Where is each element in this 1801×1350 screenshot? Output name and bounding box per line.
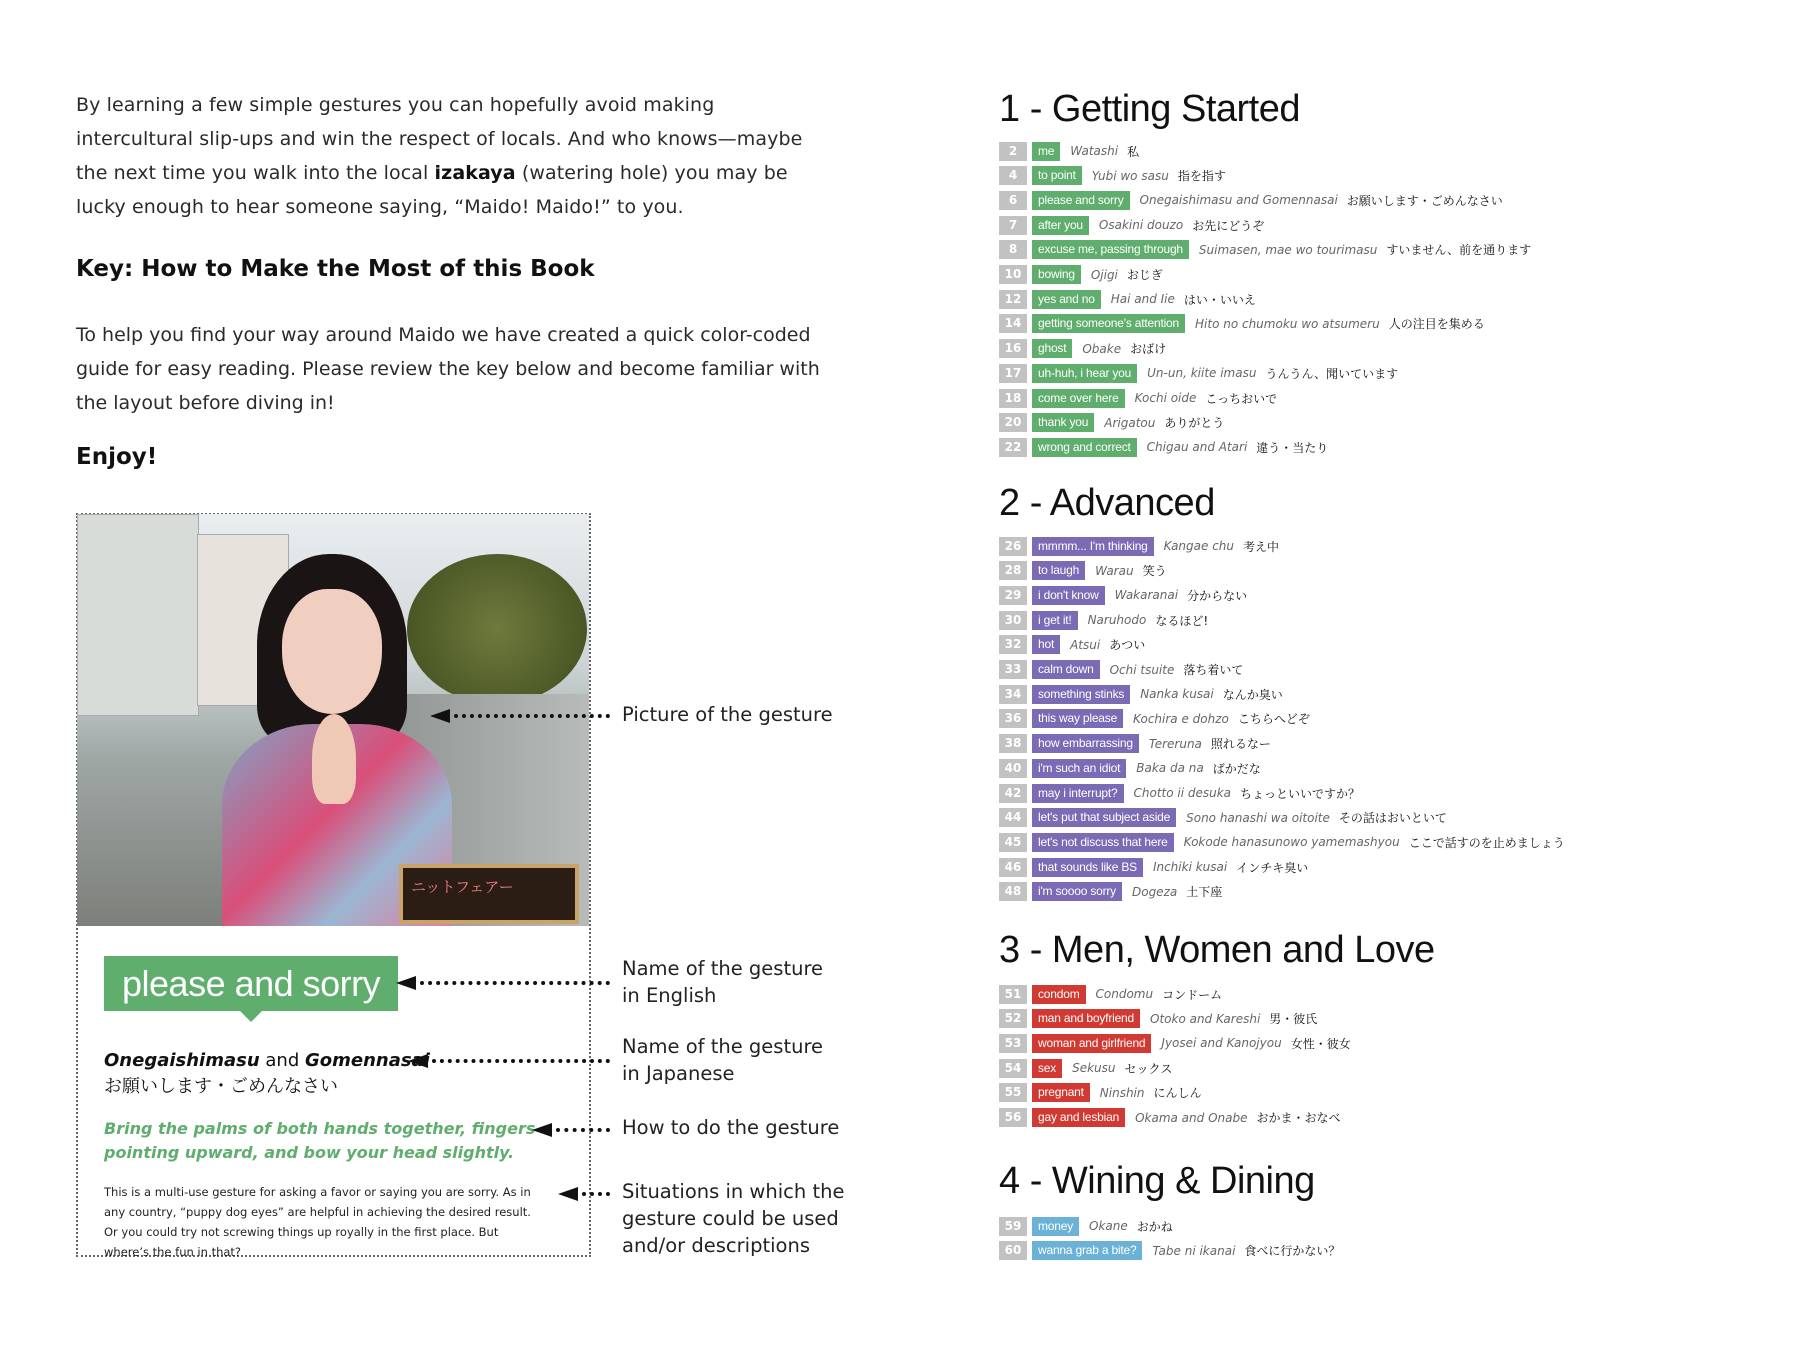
- page-number: 8: [999, 240, 1027, 259]
- page-number: 40: [999, 759, 1027, 778]
- page-number: 54: [999, 1059, 1027, 1078]
- japanese: ちょっといいですか？: [1240, 786, 1361, 801]
- list-item[interactable]: [999, 289, 1256, 309]
- japanese: おじぎ: [1126, 268, 1163, 282]
- legend-line: in Japanese: [622, 1062, 735, 1085]
- romaji: Sono hanashi wa oitoite: [1186, 810, 1330, 825]
- page-number: 4: [999, 166, 1027, 185]
- list-item[interactable]: [999, 190, 1503, 210]
- page-number: 14: [999, 314, 1027, 333]
- romaji: Nanka kusai: [1140, 687, 1214, 702]
- page-number: 6: [999, 191, 1027, 210]
- romaji: Okama and Onabe: [1135, 1110, 1248, 1125]
- gesture-english-name-tag: please and sorry: [104, 956, 398, 1011]
- japanese: あつい: [1109, 638, 1146, 653]
- gesture-tag: may i interrupt?: [1032, 784, 1124, 803]
- list-item[interactable]: [999, 635, 1145, 655]
- romaji: Hai and Iie: [1110, 292, 1175, 307]
- list-item[interactable]: [999, 1033, 1351, 1053]
- intro-text: By learning a few simple gestures you can hopefully avoid making intercultural slip-ups and win the respect of locals. And who knows—maybe the next time you walk into the local: [76, 94, 803, 184]
- arrow-left-icon: [396, 976, 610, 988]
- list-item[interactable]: [999, 339, 1166, 359]
- legend-situations: [622, 1178, 844, 1259]
- romaji: Arigatou: [1104, 415, 1156, 430]
- romaji: Osakini douzo: [1098, 218, 1184, 233]
- list-item[interactable]: [999, 783, 1360, 803]
- intro-bold-term: izakaya: [434, 162, 516, 184]
- japanese: お願いします・ごめんなさい: [1346, 193, 1503, 208]
- list-item[interactable]: [999, 882, 1222, 902]
- japanese: 人の注目を集める: [1388, 317, 1485, 332]
- page-number: 17: [999, 364, 1027, 383]
- legend-how: How to do the gesture: [622, 1116, 840, 1139]
- romaji: Suimasen, mae wo tourimasu: [1198, 242, 1378, 257]
- enjoy-heading: Enjoy!: [76, 444, 158, 470]
- page-number: 46: [999, 858, 1027, 877]
- gesture-tag: to laugh: [1032, 561, 1085, 580]
- romaji: Un-un, kiite imasu: [1147, 366, 1257, 381]
- page-number: 7: [999, 216, 1027, 235]
- romaji: Baka da na: [1136, 761, 1204, 776]
- romaji-1: Onegaishimasu: [104, 1050, 260, 1071]
- japanese: はい・いいえ: [1183, 292, 1256, 307]
- page-number: 45: [999, 833, 1027, 852]
- page-number: 2: [999, 142, 1027, 161]
- arrow-left-icon: [430, 709, 610, 721]
- page-number: 34: [999, 685, 1027, 704]
- list-item[interactable]: [999, 857, 1308, 877]
- japanese: 照れるなー: [1210, 737, 1271, 752]
- gesture-tag: bowing: [1032, 265, 1081, 284]
- legend-picture: Picture of the gesture: [622, 703, 833, 726]
- romaji: Otoko and Kareshi: [1150, 1011, 1261, 1026]
- japanese-script: お願いします・ごめんなさい: [104, 1076, 338, 1097]
- page-number: 16: [999, 339, 1027, 358]
- arrow-left-icon: [408, 1054, 610, 1066]
- romaji: Okane: [1089, 1219, 1128, 1233]
- list-item[interactable]: [999, 984, 1222, 1004]
- page-number: 51: [999, 985, 1027, 1004]
- romaji: Watashi: [1070, 144, 1119, 158]
- romaji: Ojigi: [1090, 267, 1118, 282]
- romaji: Yubi wo sasu: [1091, 168, 1169, 183]
- gesture-tag: how embarrassing: [1032, 734, 1139, 753]
- romaji: Warau: [1095, 563, 1134, 578]
- page-number: 44: [999, 808, 1027, 827]
- romaji: Tereruna: [1148, 736, 1202, 751]
- legend-line: and/or descriptions: [622, 1234, 810, 1257]
- list-item[interactable]: [999, 561, 1167, 581]
- japanese: にんしん: [1153, 1086, 1202, 1101]
- gesture-tag: me: [1032, 142, 1060, 161]
- list-item[interactable]: [999, 734, 1271, 754]
- arrow-left-icon: [532, 1123, 610, 1135]
- list-item[interactable]: [999, 141, 1139, 161]
- japanese: 落ち着いて: [1183, 663, 1244, 677]
- gesture-tag: pregnant: [1032, 1083, 1090, 1102]
- japanese: すいません、前を通ります: [1386, 243, 1532, 258]
- list-item[interactable]: [999, 1083, 1202, 1103]
- intro-text-end: (watering hole) you may be lucky enough to hear someone saying, “Maido! Maido!” to you.: [76, 162, 788, 218]
- gesture-tag: calm down: [1032, 660, 1100, 679]
- gesture-tag: i get it!: [1032, 611, 1078, 630]
- list-item[interactable]: [999, 660, 1243, 680]
- photo-sign: ニットフェアー: [399, 864, 579, 924]
- romaji: Chotto ii desuka: [1133, 786, 1232, 800]
- japanese: 私: [1127, 144, 1140, 159]
- gesture-tag: sex: [1032, 1059, 1062, 1078]
- romaji: Kangae chu: [1163, 539, 1235, 553]
- japanese: ありがとう: [1164, 416, 1225, 431]
- japanese: セックス: [1124, 1061, 1173, 1076]
- page-number: 29: [999, 586, 1027, 605]
- japanese: ここで話すのを止めましょう: [1408, 835, 1565, 850]
- romaji: Kochira e dohzo: [1133, 711, 1229, 726]
- page-number: 12: [999, 290, 1027, 309]
- page-number: 52: [999, 1009, 1027, 1028]
- gesture-tag: hot: [1032, 635, 1060, 654]
- romaji: Sekusu: [1072, 1061, 1116, 1076]
- page-number: 10: [999, 265, 1027, 284]
- guide-paragraph: To help you find your way around Maido we have created a quick color-coded guide for easy reading. Please review the key below and become familiar with the layout before diving in!: [76, 324, 820, 414]
- list-item[interactable]: [999, 832, 1565, 852]
- page-number: 20: [999, 413, 1027, 432]
- page-number: 22: [999, 438, 1027, 457]
- gesture-tag: to point: [1032, 166, 1082, 185]
- list-item[interactable]: [999, 437, 1328, 457]
- list-item[interactable]: [999, 1058, 1172, 1078]
- page-number: 56: [999, 1108, 1027, 1127]
- list-item[interactable]: [999, 413, 1224, 433]
- gesture-description: This is a multi-use gesture for asking a favor or saying you are sorry. As in any country, “puppy dog eyes” are helpful in achieving the desired result. Or you could try not screwing things up royally in the first place. But where’s the fun in that?: [104, 1185, 531, 1259]
- gesture-tag: something stinks: [1032, 685, 1130, 704]
- page-number: 53: [999, 1034, 1027, 1053]
- page-number: 36: [999, 709, 1027, 728]
- romaji: Ninshin: [1099, 1085, 1145, 1100]
- japanese: 食べに行かない？: [1244, 1244, 1341, 1259]
- list-item[interactable]: [999, 363, 1398, 383]
- page-number: 38: [999, 734, 1027, 753]
- romaji: Kochi oide: [1134, 391, 1197, 405]
- gesture-tag: i'm soooo sorry: [1032, 882, 1122, 901]
- gesture-tag: i don't know: [1032, 586, 1105, 605]
- list-item[interactable]: [999, 808, 1447, 828]
- list-item[interactable]: [999, 314, 1485, 334]
- list-item[interactable]: [999, 536, 1279, 556]
- list-item[interactable]: [999, 684, 1283, 704]
- list-item[interactable]: [999, 265, 1163, 285]
- page-number: 60: [999, 1241, 1027, 1260]
- list-item[interactable]: [999, 1241, 1340, 1261]
- arrow-left-icon: [558, 1187, 610, 1199]
- list-item[interactable]: [999, 1009, 1317, 1029]
- gesture-tag: wrong and correct: [1032, 438, 1137, 457]
- key-heading: Key: How to Make the Most of this Book: [76, 256, 595, 282]
- japanese: お先にどうぞ: [1192, 218, 1265, 233]
- japanese: おかね: [1136, 1219, 1173, 1234]
- intro-paragraph: [76, 88, 836, 224]
- japanese: 分からない: [1187, 588, 1248, 603]
- photo-hands: [312, 714, 356, 804]
- gesture-tag: this way please: [1032, 709, 1123, 728]
- gesture-tag: gay and lesbian: [1032, 1108, 1125, 1127]
- romaji: Condomu: [1095, 987, 1154, 1001]
- photo-building: [77, 514, 199, 716]
- gesture-tag: money: [1032, 1217, 1079, 1236]
- japanese: 違う・当たり: [1256, 440, 1329, 455]
- list-item[interactable]: [999, 1108, 1341, 1128]
- legend-japanese: [622, 1033, 823, 1087]
- page-number: 55: [999, 1083, 1027, 1102]
- gesture-tag: getting someone's attention: [1032, 314, 1185, 333]
- gesture-tag: after you: [1032, 216, 1089, 235]
- section-heading: 3 - Men, Women and Love: [999, 929, 1435, 971]
- romaji: Dogeza: [1131, 884, 1178, 899]
- gesture-tag: please and sorry: [1032, 191, 1130, 210]
- gesture-tag: uh-huh, i hear you: [1032, 364, 1137, 383]
- page-number: 33: [999, 660, 1027, 679]
- gesture-tag: excuse me, passing through: [1032, 240, 1189, 259]
- japanese: なるほど!: [1155, 613, 1209, 628]
- page-number: 18: [999, 389, 1027, 408]
- gesture-tag: condom: [1032, 985, 1086, 1004]
- romaji: Wakaranai: [1114, 588, 1179, 603]
- japanese: その話はおいといて: [1338, 811, 1447, 826]
- gesture-tag: that sounds like BS: [1032, 858, 1143, 877]
- japanese: ばかだな: [1212, 761, 1261, 776]
- japanese: こちらへどぞ: [1237, 712, 1310, 727]
- list-item[interactable]: [999, 1216, 1173, 1236]
- romaji: Kokode hanasunowo yamemashyou: [1183, 835, 1400, 850]
- gesture-tag: woman and girlfriend: [1032, 1034, 1151, 1053]
- page-number: 42: [999, 784, 1027, 803]
- photo-face: [282, 589, 382, 714]
- romaji-2: Gomennasai: [304, 1050, 430, 1071]
- japanese: 女性・彼女: [1290, 1036, 1351, 1051]
- romaji: Onegaishimasu and Gomennasai: [1139, 193, 1338, 208]
- list-item[interactable]: [999, 758, 1261, 778]
- section-heading: 1 - Getting Started: [999, 88, 1300, 130]
- romaji: Atsui: [1070, 637, 1101, 652]
- list-item[interactable]: [999, 610, 1208, 630]
- japanese: うんうん、聞いています: [1265, 366, 1399, 381]
- romaji: Obake: [1082, 341, 1122, 356]
- japanese: 男・彼氏: [1269, 1012, 1318, 1027]
- gesture-tag: mmmm... I'm thinking: [1032, 537, 1154, 556]
- legend-line: Name of the gesture: [622, 957, 824, 980]
- japanese: おばけ: [1130, 342, 1167, 357]
- japanese: 笑う: [1142, 564, 1167, 579]
- gesture-tag: yes and no: [1032, 290, 1101, 309]
- gesture-tag: ghost: [1032, 339, 1072, 358]
- list-item[interactable]: [999, 215, 1264, 235]
- gesture-tag: man and boyfriend: [1032, 1009, 1140, 1028]
- romaji: Jyosei and Kanojyou: [1161, 1036, 1282, 1051]
- japanese: なんか臭い: [1222, 687, 1283, 702]
- gesture-how-to: Bring the palms of both hands together, fingers pointing upward, and bow your head slightly.: [104, 1119, 536, 1162]
- legend-line: Name of the gesture: [622, 1035, 824, 1058]
- photo-bush: [407, 554, 587, 704]
- legend-line: gesture could be used: [622, 1207, 839, 1230]
- romaji: Naruhodo: [1087, 613, 1147, 628]
- gesture-japanese-name: [104, 1048, 430, 1100]
- gesture-tag: wanna grab a bite?: [1032, 1241, 1142, 1260]
- list-item[interactable]: [999, 166, 1226, 186]
- page-number: 28: [999, 561, 1027, 580]
- legend-english: [622, 955, 823, 1009]
- japanese: こっちおいで: [1205, 391, 1278, 406]
- gesture-tag: i'm such an idiot: [1032, 759, 1126, 778]
- japanese: 指を指す: [1177, 169, 1226, 184]
- gesture-tag: let's put that subject aside: [1032, 808, 1176, 827]
- japanese: 考え中: [1243, 539, 1280, 554]
- romaji-and: and: [259, 1050, 305, 1071]
- list-item[interactable]: [999, 388, 1277, 408]
- romaji: Chigau and Atari: [1146, 440, 1248, 455]
- page-number: 48: [999, 882, 1027, 901]
- gesture-tag: come over here: [1032, 389, 1125, 408]
- legend-line: in English: [622, 984, 717, 1007]
- list-item[interactable]: [999, 709, 1310, 729]
- list-item[interactable]: [999, 585, 1247, 605]
- japanese: インチキ臭い: [1236, 860, 1309, 875]
- page-number: 59: [999, 1217, 1027, 1236]
- romaji: Inchiki kusai: [1152, 860, 1228, 875]
- section-heading: 4 - Wining & Dining: [999, 1160, 1315, 1202]
- page-number: 30: [999, 611, 1027, 630]
- romaji: Tabe ni ikanai: [1152, 1243, 1236, 1258]
- page-number: 26: [999, 537, 1027, 556]
- japanese: コンドーム: [1162, 987, 1223, 1002]
- list-item[interactable]: [999, 240, 1531, 260]
- legend-line: Situations in which the: [622, 1180, 845, 1203]
- gesture-tag: thank you: [1032, 413, 1094, 432]
- romaji: Ochi tsuite: [1109, 662, 1175, 677]
- gesture-tag: let's not discuss that here: [1032, 833, 1174, 852]
- romaji: Hito no chumoku wo atsumeru: [1195, 316, 1380, 331]
- section-heading: 2 - Advanced: [999, 482, 1215, 524]
- page-number: 32: [999, 635, 1027, 654]
- japanese: 土下座: [1186, 885, 1223, 900]
- japanese: おかま・おなべ: [1256, 1111, 1341, 1125]
